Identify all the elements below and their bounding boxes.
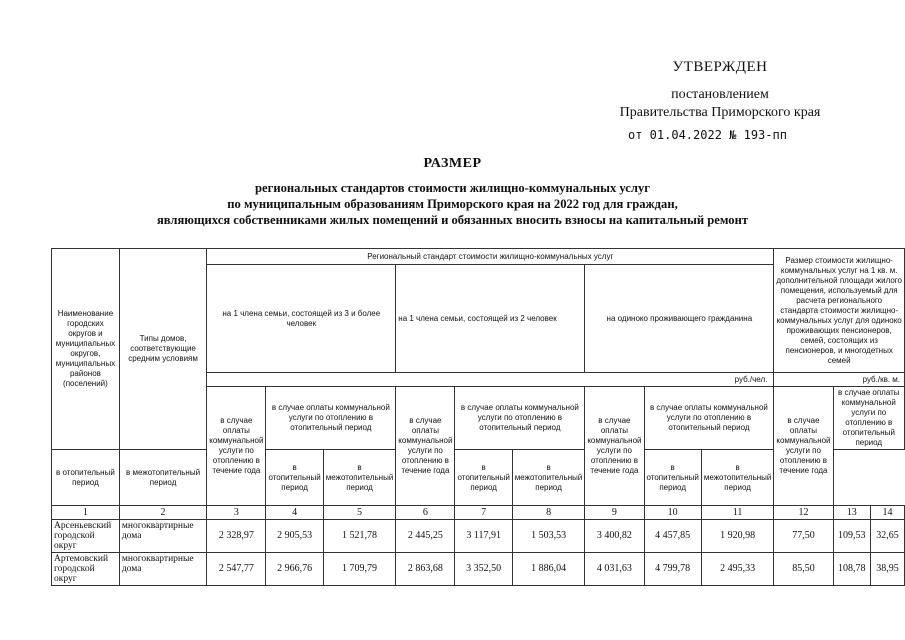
header-heating-period: в случае оплаты коммунальной услуги по отоплению в отопительный период [833, 387, 904, 450]
row-type: многоквартирные дома [119, 553, 206, 586]
approval-stamp [600, 58, 840, 144]
row-value: 2 328,97 [207, 520, 266, 553]
header-in-heating: в отопительный период [644, 450, 701, 506]
row-value: 2 863,68 [396, 553, 455, 586]
header-off-heating: в межотопительный период [119, 450, 206, 506]
header-heating-period: в случае оплаты коммунальной услуги по отоплению в отопительный период [455, 387, 585, 450]
subtitle-line: региональных стандартов стоимости жилищно-коммунальных услуг [255, 181, 650, 195]
header-unit-sqm: руб./кв. м. [774, 373, 905, 387]
header-single: на одиноко проживающего гражданина [585, 265, 774, 373]
row-value: 4 031,63 [585, 553, 644, 586]
row-value: 1 503,53 [512, 520, 585, 553]
column-number: 7 [455, 506, 512, 520]
row-value: 4 799,78 [644, 553, 701, 586]
column-number: 10 [644, 506, 701, 520]
header-type: Типы домов, соответствующие средним условиям [119, 249, 206, 450]
header-off-heating: в межотопительный период [512, 450, 585, 506]
header-name: Наименование городских округов и муниципальных округов, муниципальных районов (поселений) [52, 249, 120, 450]
header-family3: на 1 члена семьи, состоящей из 3 и более человек [207, 265, 396, 373]
header-in-heating: в отопительный период [455, 450, 512, 506]
column-number: 8 [512, 506, 585, 520]
column-number-row [52, 506, 905, 520]
subtitle-line: по муниципальным образованиям Приморского края на 2022 год для граждан, [227, 197, 678, 211]
government-label: Правительства Приморского края [619, 105, 821, 120]
row-value: 2 445,25 [396, 520, 455, 553]
column-number: 6 [396, 506, 455, 520]
header-off-heating: в межотопительный период [701, 450, 774, 506]
row-value: 85,50 [774, 553, 833, 586]
row-value: 2 905,53 [266, 520, 323, 553]
resolution-label: постановлением [671, 87, 769, 102]
row-value: 4 457,85 [644, 520, 701, 553]
header-during-season: в случае оплаты коммунальной услуги по отоплению в течение года [207, 387, 266, 506]
header-group-area: Размер стоимости жилищно-коммунальных услуг на 1 кв. м. дополнительной площади жилого помещения, используемый для расчета регионального стандарта стоимости жилищно-коммунальных услуг для одиноко проживающих пенсионеров, семей, состоящих из пенсионеров, и многодетных семей [774, 249, 905, 373]
header-group-standard: Региональный стандарт стоимости жилищно-коммунальных услуг [207, 249, 774, 265]
row-value: 38,95 [870, 553, 904, 586]
column-number: 13 [833, 506, 870, 520]
column-number: 2 [119, 506, 206, 520]
row-value: 1 521,78 [323, 520, 396, 553]
column-number: 14 [870, 506, 904, 520]
row-value: 77,50 [774, 520, 833, 553]
header-family2: на 1 члена семьи, состоящей из 2 человек [396, 265, 585, 373]
row-value: 32,65 [870, 520, 904, 553]
row-value: 108,78 [833, 553, 870, 586]
column-number: 11 [701, 506, 774, 520]
row-value: 3 400,82 [585, 520, 644, 553]
row-name: Артемовский городской округ [52, 553, 120, 586]
row-value: 3 352,50 [455, 553, 512, 586]
document-subtitle [0, 180, 905, 228]
row-value: 1 709,79 [323, 553, 396, 586]
header-unit-person: руб./чел. [207, 373, 774, 387]
row-value: 2 966,76 [266, 553, 323, 586]
header-off-heating: в межотопительный период [323, 450, 396, 506]
approved-label: УТВЕРЖДЕН [672, 59, 768, 75]
document-title: РАЗМЕР [423, 156, 482, 171]
column-number: 12 [774, 506, 833, 520]
table-row [52, 520, 905, 553]
header-in-heating: в отопительный период [52, 450, 120, 506]
row-value: 2 495,33 [701, 553, 774, 586]
row-value: 2 547,77 [207, 553, 266, 586]
column-number: 3 [207, 506, 266, 520]
header-during-season: в случае оплаты коммунальной услуги по отоплению в течение года [585, 387, 644, 506]
subtitle-line: являющихся собственниками жилых помещений и обязанных вносить взносы на капитальный ремонт [156, 213, 749, 227]
column-number: 9 [585, 506, 644, 520]
resolution-dateline: от 01.04.2022 № 193-пп [628, 128, 787, 142]
header-in-heating: в отопительный период [266, 450, 323, 506]
row-name: Арсеньевский городской округ [52, 520, 120, 553]
header-during-season: в случае оплаты коммунальной услуги по отоплению в течение года [396, 387, 455, 506]
header-heating-period: в случае оплаты коммунальной услуги по отоплению в отопительный период [644, 387, 774, 450]
column-number: 5 [323, 506, 396, 520]
row-value: 3 117,91 [455, 520, 512, 553]
column-number: 4 [266, 506, 323, 520]
header-during-season: в случае оплаты коммунальной услуги по отоплению в течение года [774, 387, 833, 506]
table-row [52, 553, 905, 586]
row-value: 109,53 [833, 520, 870, 553]
standards-table [51, 248, 905, 586]
column-number: 1 [52, 506, 120, 520]
header-heating-period: в случае оплаты коммунальной услуги по отоплению в отопительный период [266, 387, 396, 450]
row-value: 1 920,98 [701, 520, 774, 553]
row-value: 1 886,04 [512, 553, 585, 586]
row-type: многоквартирные дома [119, 520, 206, 553]
